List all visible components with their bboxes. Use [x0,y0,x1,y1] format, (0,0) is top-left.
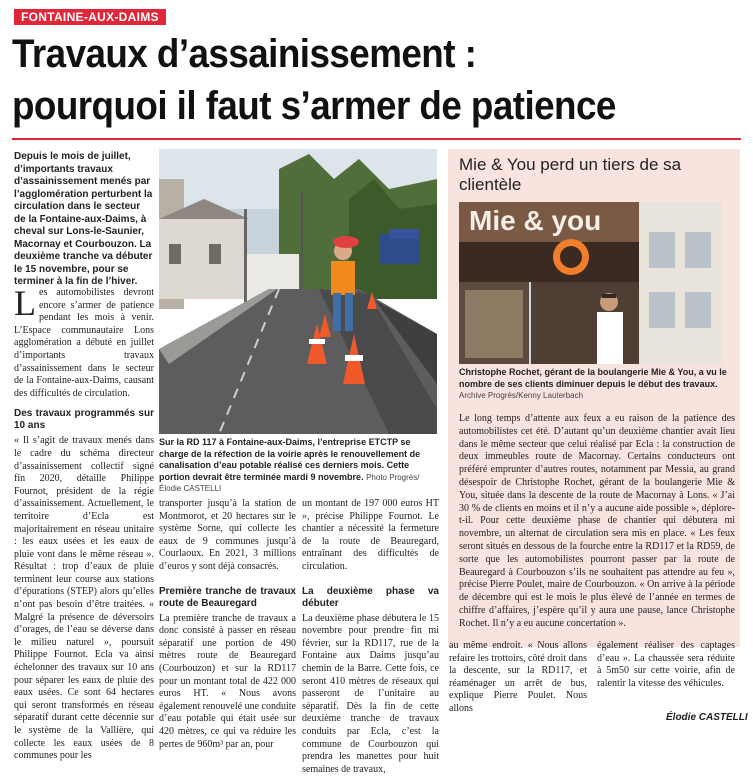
roadworks-photo [159,149,437,434]
section-tag: FONTAINE-AUX-DAIMS [14,9,166,25]
photo1-credit: Photo Progrès/Élodie CASTELLI [159,472,420,493]
article-column-3 [302,498,439,776]
photo1-caption: Sur la RD 117 à Fontaine-aux-Daims, l’entreprise ETCTP se charge de la réfection de la voirie après le renouvellement de canalisation d’eau potable réalisé ces derniers mois. Cette portion devrait être terminée mardi 9 novembre. Photo Progrès/Élodie CASTELLI [159,437,421,493]
photo2-caption: Christophe Rochet, gérant de la boulangerie Mie & You, a vu le nombre de ses clients diminuer depuis le début des travaux. Archive Progrès/Kenny Lauterbach [459,367,727,400]
section1-paragraph: « Il s’agit de travaux menés dans le cadre du schéma directeur d’assainissement collectif signé fin 2020, détaille Philippe Fournot, président de la régie d’assainissement. Actuellement, le territoire d’Ecla est majoritairement en réseau unitaire : les eaux usées et les eaux de pluie vont dans le même réseau ». Résultat : trop d’eaux de pluie terminent leur course aux stations d’épurations (STEP) alors qu’elles n’ont pas besoin d’être traitées. « Malgré la présence de déversoirs d’orages, de l’eau se déverse dans le milieu naturel », poursuit Philippe Fournot. Ecla va ainsi échelonner des travaux sur 10 ans pour séparer les eaux de pluie des eaux usées. Ce sont 64 hectares qui seront transformés en réseau séparatif durant cette décennie sur le système de la Vallière, qui collecte les eaux usées de 8 communes pour les [14,435,154,762]
subhead-premiere-tranche: Première tranche de travaux route de Beauregard [159,585,296,609]
intro-paragraph: Les automobilistes devront encore s’armer de patience pendant les mois à venir. L’Espace communautaire Lons agglomération a débuté en juillet d’importants travaux d’assainissement dans le secteur de la Fontaine-aux-Daims, causant des difficultés de circulation. [14,283,154,399]
sidebar-title: Mie & You perd un tiers de sa clientèle [459,155,682,194]
subhead-programmes: Des travaux programmés sur 10 ans [14,408,154,432]
sidebar-body: Le long temps d’attente aux feux a eu raison de la patience des automobilistes cet été. D’autant qu’un deuxième chantier avait lieu dans le même secteur que celui réalisé par Ecla : la construction de deux immeubles route de Macornay. Certains conducteurs ont préféré emprunter d’autres routes, notamment par Messia, au grand désespoir de Christophe Rochet, gérant de la boulangerie Mie & You, située dans la descente de la route de Macornay à Lons. « J’ai 30 % de clients en moins et il n’y a aucune aide possible », déplore-t-il. Pour cette deuxième phase de chantier qui débutera mi novembre, un alternat de circulation sera mis en place. « Les feux seront situés en dessous de la fourche entre la RD117 et la RD59, de sorte que les automobilistes pourront passer par la route de Beauregard à Courbouzon s’ils ne souhaitent pas attendre au feu », précise Pierre Poulet, maire de Courbouzon. « On arrive à la période de décembre qui est le mois le plus élevé de l’année en termes de chiffre d’affaires, j’espère qu’il y aura une pause, lance Christophe Rochet. Il n’y a eu aucune concertation ». [459,413,735,629]
shop-sign: Mie & you [469,205,602,236]
col2-paragraph-2: La première tranche de travaux a donc consisté à passer en réseau séparatif une portion de 490 mètres route de Beauregard (Courbouzon) et sur la RD117 pour un montant total de 422 000 euros HT. « Nous avons également renouvelé une conduite d’eau potable qui était usée sur 420 mètres, ce qui va réduire les pertes de 960m³ par an, pour [159,612,296,750]
byline: Élodie CASTELLI [666,712,748,723]
headline [12,28,684,132]
article-column-5 [597,640,735,690]
headline-line-2: pourquoi il faut s’armer de patience [12,84,616,128]
subhead-deuxieme-phase: La deuxième phase va débuter [302,585,439,609]
bakery-photo-image [459,202,722,364]
bakery-photo [459,202,722,364]
article-column-2 [159,498,296,751]
col5-paragraph: également réaliser des captages d’eau ». La chaussée sera réduite à 5m50 sur cette voirie, afin de ralentir la vitesse des véhicules. [597,640,735,689]
article-column-1 [14,283,154,763]
headline-line-1: Travaux d’assainissement : [12,32,477,76]
col3-paragraph-2: La deuxième phase débutera le 15 novembre pour prendre fin mi février, sur la RD117, rue de la Fontaine aux Daims jusqu’au chemin de la Barre. Cette fois, ce seront 410 mètres de réseaux qui passeront de l’unitaire au séparatif. Dès la fin de cette deuxième tranche de travaux conduits par Ecla, c’est la commune de Courbouzon qui prendra les manettes pour huit semaines de travaux, [302,612,439,775]
photo2-credit: Archive Progrès/Kenny Lauterbach [459,391,584,400]
col4-paragraph: au même endroit. « Nous allons refaire les trottoirs, côté droit dans la descente, sur la RD117, et réaménager un arrêt de bus, explique Pierre Poulet. Nous allons [449,640,587,714]
lead-paragraph: Depuis le mois de juillet, d’importants travaux d’assainissement menés par l’agglomération perturbent la circulation dans le secteur de la Fontaine-aux-Daims, à cheval sur Lons-le-Saunier, Macornay et Courbouzon. La deuxième tranche va débuter le 15 novembre, pour se terminer à la fin de l’hiver. [14,151,153,287]
article-column-4 [449,640,587,716]
col3-paragraph-1: un montant de 197 000 euros HT », précise Philippe Fournot. Le chantier a nécessité la fermeture de la route de Beauregard, entraînant des difficultés de circulation. [302,498,439,572]
headline-rule [12,138,741,140]
dropcap: L [14,283,36,323]
col2-paragraph-1: transporter jusqu’à la station de Montmorot, et 20 hectares sur le système Sorne, qui collecte les eaux de 9 communes jusqu’à Courlaoux. En 2021, 3 millions d’euros y sont déjà consacrés. [159,498,296,572]
roadworks-photo-image [159,149,437,434]
